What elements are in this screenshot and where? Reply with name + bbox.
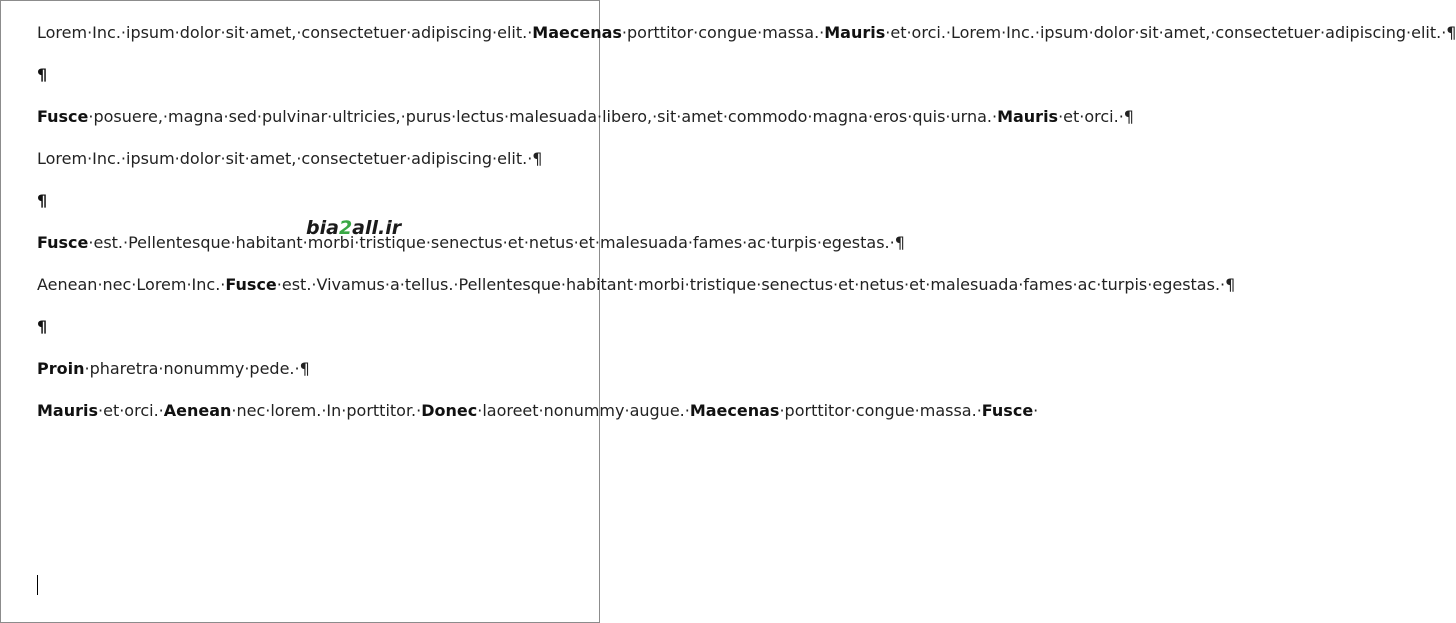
text-run: Aenean·nec·Lorem·Inc.· [37,275,226,294]
text-run: ·pharetra·nonummy·pede.·¶ [84,359,310,378]
paragraph[interactable] [37,357,587,381]
paragraph[interactable] [37,21,1456,45]
paragraph[interactable] [37,147,587,171]
text-run: · [1033,401,1039,420]
paragraph[interactable] [37,105,1134,129]
bold-text-run: ¶ [37,191,48,210]
text-run: ·est.·Vivamus·a·tellus.·Pellentesque·habitant·morbi·tristique·senectus·et·netus·et·malesuada·fames·ac·turpis·egestas.·¶ [276,275,1236,294]
watermark-text-3: all.ir [352,217,402,239]
text-run: Lorem·Inc.·ipsum·dolor·sit·amet,·consectetuer·adipiscing·elit.·¶ [37,149,543,168]
bold-text-run: ¶ [37,65,48,84]
text-run: ·est.·Pellentesque·habitant·morbi·tristique·senectus·et·netus·et·malesuada·fames·ac·turpis·egestas.·¶ [88,233,905,252]
bold-text-run: Proin [37,359,85,378]
watermark-logo [306,217,401,239]
bold-text-run: Donec [421,401,478,420]
text-run: ·laoreet·nonummy·augue.· [477,401,690,420]
watermark-text-2: 2 [338,217,353,239]
paragraph[interactable] [37,399,1039,423]
text-run: Lorem·Inc.·ipsum·dolor·sit·amet,·consectetuer·adipiscing·elit.· [37,23,533,42]
text-run: ·porttitor·congue·massa.· [621,23,825,42]
text-run: ·et·orci.·¶ [1058,107,1134,126]
text-run: ·nec·lorem.·In·porttitor.· [231,401,422,420]
paragraph[interactable] [37,315,587,339]
bold-text-run: ¶ [37,317,48,336]
bold-text-run: Maecenas [532,23,622,42]
bold-text-run: Aenean [163,401,232,420]
bold-text-run: Fusce [37,107,89,126]
bold-text-run: Fusce [981,401,1034,420]
text-run: ·posuere,·magna·sed·pulvinar·ultricies,·purus·lectus·malesuada·libero,·sit·amet·commodo·magna·eros·quis·urna.· [88,107,998,126]
text-cursor [37,575,38,595]
paragraph[interactable] [37,63,587,87]
text-run: ·porttitor·congue·massa.· [779,401,982,420]
text-run: ·et·orci.· [98,401,164,420]
paragraph[interactable] [37,273,1236,297]
bold-text-run: Mauris [824,23,886,42]
bold-text-run: Fusce [225,275,277,294]
text-run: ·et·orci.·Lorem·Inc.·ipsum·dolor·sit·amet,·consectetuer·adipiscing·elit.·¶ [885,23,1456,42]
bold-text-run: Mauris [997,107,1059,126]
bold-text-run: Maecenas [689,401,780,420]
bold-text-run: Mauris [37,401,99,420]
bold-text-run: Fusce [37,233,89,252]
watermark-text-1: bia [306,217,339,239]
paragraph[interactable] [37,189,587,213]
